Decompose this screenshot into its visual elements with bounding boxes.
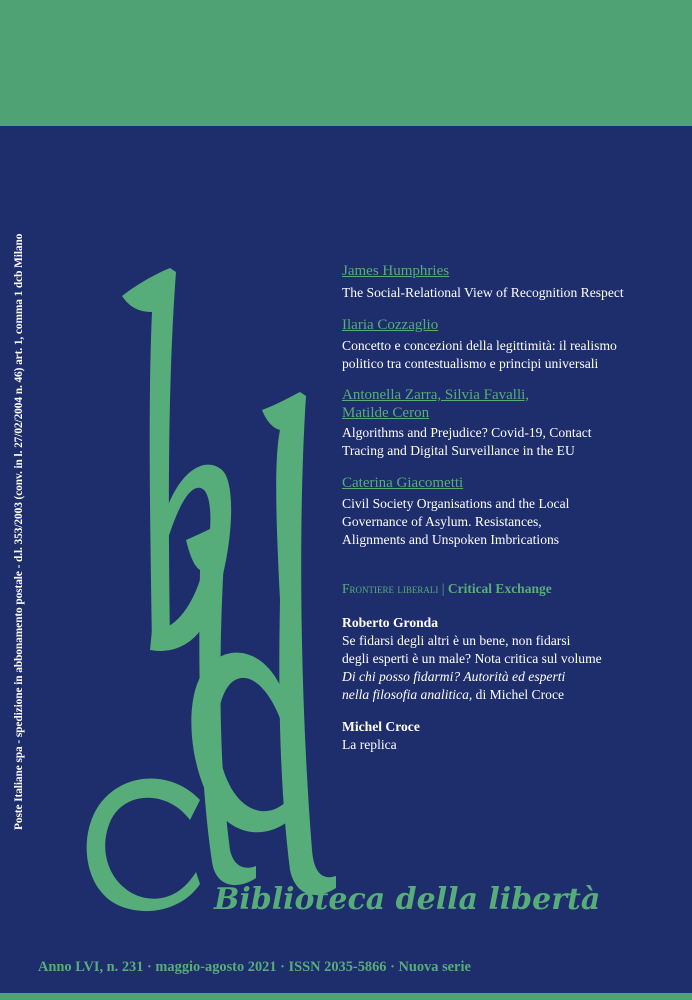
- article-author: Caterina Giacometti: [342, 475, 464, 491]
- book-author: di Michel Croce: [472, 687, 565, 702]
- section-name: Frontiere liberali: [342, 581, 439, 596]
- article-title-line: Civil Society Organisations and the Local: [342, 496, 570, 511]
- article-title-line: Tracing and Digital Surveillance in the EU: [342, 443, 575, 458]
- article-title-line: Algorithms and Prejudice? Covid-19, Contact: [342, 425, 592, 440]
- article-author-line: Matilde Ceron: [342, 405, 430, 421]
- section-separator: |: [441, 581, 445, 596]
- article-author: Ilaria Cozzaglio: [342, 317, 439, 333]
- bottom-color-band: [0, 993, 692, 1000]
- article-entry: [342, 386, 682, 460]
- article-entry: [342, 262, 682, 302]
- journal-title: Biblioteca della libertà: [214, 882, 601, 917]
- article-title: The Social-Relational View of Recognition Respect: [342, 285, 624, 300]
- article-title-line: Alignments and Unspoken Imbrications: [342, 532, 560, 547]
- exchange-author: Roberto Gronda: [342, 615, 439, 630]
- logo-letter-a-loop: [87, 778, 200, 911]
- postal-notice: Poste Italiane spa - spedizione in abbonamento postale - d.l. 353/2003 (conv. in l. 27/02/2004 n. 46) art. 1, comma 1 dcb Milano: [13, 233, 25, 830]
- article-entry: [342, 474, 682, 549]
- article-entry: [342, 316, 682, 373]
- section-subtitle: Critical Exchange: [447, 581, 552, 596]
- article-author: James Humphries: [342, 263, 450, 279]
- book-title-italic: nella filosofia analitica,: [342, 687, 473, 702]
- exchange-author: Michel Croce: [342, 719, 420, 734]
- exchange-title-line: Se fidarsi degli altri è un bene, non fidarsi: [342, 633, 571, 648]
- issue-info: Anno LVI, n. 231 · maggio-agosto 2021 · ISSN 2035-5866 · Nuova serie: [38, 959, 471, 975]
- book-title-line-with-author: [342, 686, 682, 704]
- exchange-entry: [342, 614, 682, 704]
- article-title-line: Governance of Asylum. Resistances,: [342, 514, 542, 529]
- exchange-title-line: degli esperti è un male? Nota critica sul volume: [342, 651, 602, 666]
- article-title-line: politico tra contestualismo e principi universali: [342, 356, 599, 371]
- article-title-line: Concetto e concezioni della legittimità: il realismo: [342, 338, 617, 353]
- article-author-line: Antonella Zarra, Silvia Favalli,: [342, 387, 530, 403]
- logo-letter-b: [122, 268, 176, 645]
- exchange-entry: [342, 718, 682, 754]
- exchange-title: La replica: [342, 737, 397, 752]
- book-title-line: Di chi posso fidarmi? Autorità ed esperti: [342, 669, 566, 684]
- section-header: [342, 580, 552, 598]
